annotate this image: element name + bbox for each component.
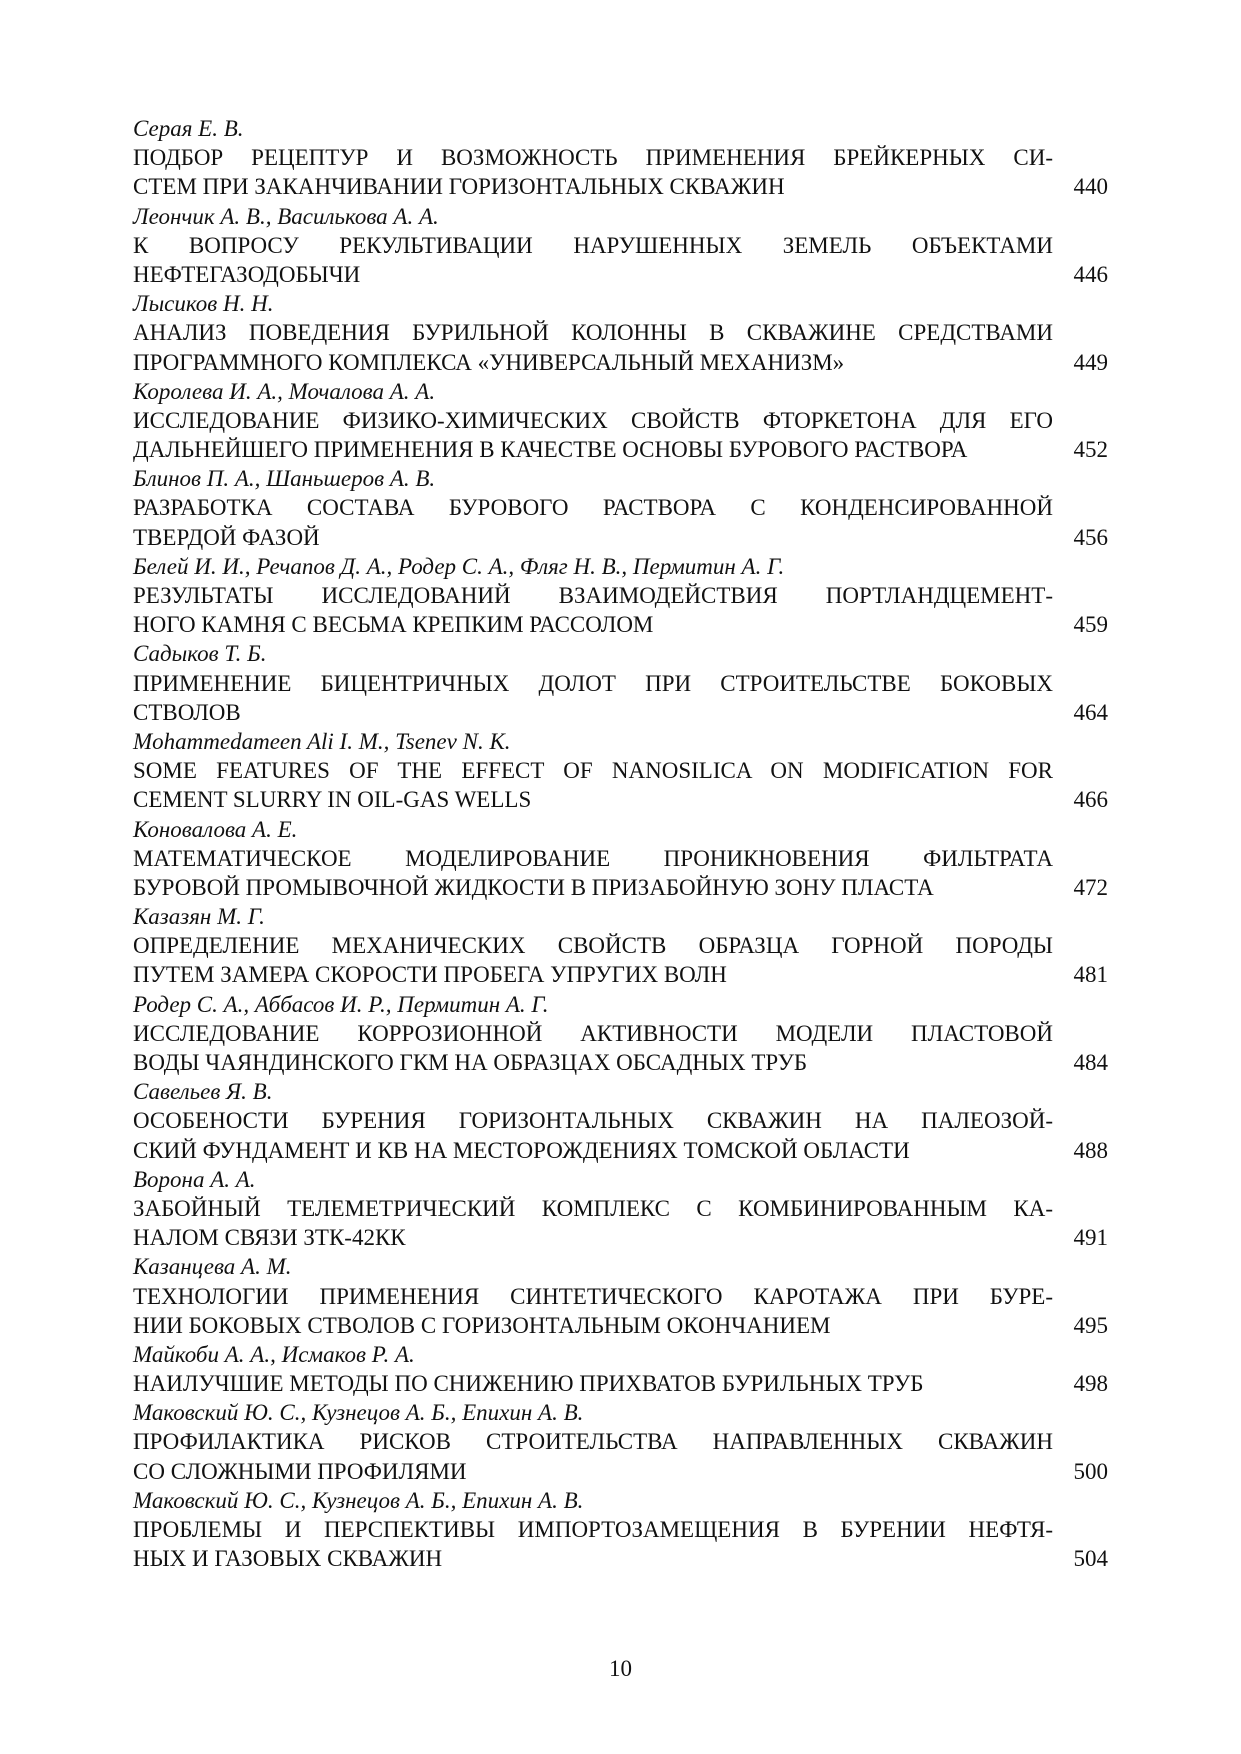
entry-title-text: ВОДЫ ЧАЯНДИНСКОГО ГКМ НА ОБРАЗЦАХ ОБСАДНЫХ ТРУБ [133,1050,808,1075]
entry-title-text: СТЕМ ПРИ ЗАКАНЧИВАНИИ ГОРИЗОНТАЛЬНЫХ СКВАЖИН [133,174,785,200]
entry-page-number: 440 [1073,174,1108,200]
entry-title-line [133,873,1108,902]
toc-entry [133,1165,1108,1253]
entry-page-number: 500 [1073,1458,1108,1484]
entry-title-text: ПУТЕМ ЗАМЕРА СКОРОСТИ ПРОБЕГА УПРУГИХ ВОЛН [133,962,727,988]
entry-title-line [133,1223,1108,1252]
toc-entry [133,1252,1108,1340]
entry-title-line [133,1515,1108,1544]
entry-title-line [133,698,1108,727]
entry-title-text: НЫХ И ГАЗОВЫХ СКВАЖИН [133,1546,443,1572]
toc-entry [133,639,1108,727]
entry-title-text: К ВОПРОСУ РЕКУЛЬТИВАЦИИ НАРУШЕННЫХ ЗЕМЕЛЬ ОБЪЕКТАМИ [133,232,1053,258]
entry-page-number: 464 [1073,699,1108,725]
entry-title-line [133,1136,1108,1165]
entry-title-line [133,1427,1108,1456]
toc-entry [133,289,1108,377]
entry-title-line [133,143,1108,172]
entry-title-line [133,523,1108,552]
entry-page-number: 456 [1073,524,1108,550]
entry-title-line [133,581,1108,610]
entry-page-number: 446 [1073,261,1108,287]
toc-entry [133,1340,1108,1398]
entry-page-number: 449 [1073,349,1108,375]
entry-title-text: ОСОБЕНОСТИ БУРЕНИЯ ГОРИЗОНТАЛЬНЫХ СКВАЖИН НА ПАЛЕОЗОЙ- [133,1108,1053,1134]
entry-title-line [133,1019,1108,1048]
entry-title-line [133,931,1108,960]
entry-page-number: 472 [1073,874,1108,900]
entry-title-line [133,1369,1108,1398]
toc-entry [133,1486,1108,1574]
page-number: 10 [609,1656,632,1681]
entry-page-number: 481 [1073,962,1108,988]
toc-entry [133,377,1108,465]
entry-page-number: 452 [1073,437,1108,463]
entry-title-line [133,1282,1108,1311]
toc-entry [133,202,1108,290]
toc-entry [133,727,1108,815]
entry-title-line [133,669,1108,698]
toc-entry [133,1398,1108,1486]
entry-title-line [133,610,1108,639]
entry-authors: Майкоби А. А., Исмаков Р. А. [133,1341,415,1367]
entry-page-number: 498 [1073,1371,1108,1397]
entry-authors: Mohammedameen Ali I. M., Tsenev N. K. [133,728,511,754]
entry-authors: Савельев Я. В. [133,1079,273,1105]
entry-title-line [133,172,1108,201]
entry-title-text: ЗАБОЙНЫЙ ТЕЛЕМЕТРИЧЕСКИЙ КОМПЛЕКС С КОМБИНИРОВАННЫМ КА- [133,1195,1053,1221]
toc-entry [133,114,1108,202]
entry-authors: Серая Е. В. [133,116,244,141]
entry-authors: Лысиков Н. Н. [133,291,274,317]
entry-title-line [133,785,1108,814]
entry-authors: Садыков Т. Б. [133,641,267,667]
toc-entry [133,902,1108,990]
entry-authors: Коновалова А. Е. [133,816,298,842]
entry-title-line [133,1457,1108,1486]
entry-page-number: 504 [1073,1546,1108,1572]
entry-title-text: РЕЗУЛЬТАТЫ ИССЛЕДОВАНИЙ ВЗАИМОДЕЙСТВИЯ ПОРТЛАНДЦЕМЕНТ- [133,583,1053,608]
entry-title-line [133,1048,1108,1077]
entry-title-text: ПОДБОР РЕЦЕПТУР И ВОЗМОЖНОСТЬ ПРИМЕНЕНИЯ БРЕЙКЕРНЫХ СИ- [133,145,1053,171]
entry-title-text: СКИЙ ФУНДАМЕНТ И КВ НА МЕСТОРОЖДЕНИЯХ ТОМСКОЙ ОБЛАСТИ [133,1137,910,1163]
entry-page-number: 459 [1073,612,1108,638]
entry-title-text: ПРОФИЛАКТИКА РИСКОВ СТРОИТЕЛЬСТВА НАПРАВЛЕННЫХ СКВАЖИН [133,1429,1053,1455]
entry-authors: Блинов П. А., Шаньшеров А. В. [133,466,436,492]
entry-authors: Казанцева А. М. [133,1254,292,1280]
entry-title-line [133,406,1108,435]
entry-authors: Маковский Ю. С., Кузнецов А. Б., Епихин А. В. [133,1400,584,1426]
entry-page-number: 466 [1073,787,1108,813]
toc-entry [133,1077,1108,1165]
table-of-contents [133,114,1108,1573]
toc-entry [133,464,1108,552]
entry-title-text: НАИЛУЧШИЕ МЕТОДЫ ПО СНИЖЕНИЮ ПРИХВАТОВ БУРИЛЬНЫХ ТРУБ [133,1371,924,1397]
entry-title-line [133,756,1108,785]
entry-title-text: ОПРЕДЕЛЕНИЕ МЕХАНИЧЕСКИХ СВОЙСТВ ОБРАЗЦА ГОРНОЙ ПОРОДЫ [133,933,1053,959]
entry-title-text: РАЗРАБОТКА СОСТАВА БУРОВОГО РАСТВОРА С КОНДЕНСИРОВАННОЙ [133,495,1053,521]
entry-authors: Маковский Ю. С., Кузнецов А. Б., Епихин А. В. [133,1487,584,1513]
entry-title-text: ТЕХНОЛОГИИ ПРИМЕНЕНИЯ СИНТЕТИЧЕСКОГО КАРОТАЖА ПРИ БУРЕ- [133,1283,1053,1309]
entry-title-line [133,231,1108,260]
entry-title-text: АНАЛИЗ ПОВЕДЕНИЯ БУРИЛЬНОЙ КОЛОННЫ В СКВАЖИНЕ СРЕДСТВАМИ [133,320,1053,346]
entry-title-text: НИИ БОКОВЫХ СТВОЛОВ С ГОРИЗОНТАЛЬНЫМ ОКОНЧАНИЕМ [133,1312,831,1338]
entry-title-line [133,260,1108,289]
entry-title-text: НОГО КАМНЯ С ВЕСЬМА КРЕПКИМ РАССОЛОМ [133,612,654,638]
toc-entry [133,990,1108,1078]
entry-authors: Казазян М. Г. [133,904,265,930]
entry-title-text: НЕФТЕГАЗОДОБЫЧИ [133,261,361,287]
entry-authors: Королева И. А., Мочалова А. А. [133,378,436,404]
entry-title-text: ДАЛЬНЕЙШЕГО ПРИМЕНЕНИЯ В КАЧЕСТВЕ ОСНОВЫ БУРОВОГО РАСТВОРА [133,437,968,463]
entry-title-text: CEMENT SLURRY IN OIL-GAS WELLS [133,787,532,813]
entry-page-number: 484 [1073,1050,1108,1075]
entry-title-text: ПРОБЛЕМЫ И ПЕРСПЕКТИВЫ ИМПОРТОЗАМЕЩЕНИЯ В БУРЕНИИ НЕФТЯ- [133,1517,1053,1542]
entry-title-line [133,435,1108,464]
entry-title-text: ИССЛЕДОВАНИЕ ФИЗИКО-ХИМИЧЕСКИХ СВОЙСТВ ФТОРКЕТОНА ДЛЯ ЕГО [133,407,1053,433]
entry-title-line [133,318,1108,347]
toc-entry [133,815,1108,903]
entry-authors: Леончик А. В., Василькова А. А. [133,203,439,229]
entry-title-text: БУРОВОЙ ПРОМЫВОЧНОЙ ЖИДКОСТИ В ПРИЗАБОЙНУЮ ЗОНУ ПЛАСТА [133,874,934,900]
entry-title-line [133,960,1108,989]
entry-title-line [133,1311,1108,1340]
entry-title-line [133,1544,1108,1573]
entry-title-text: ИССЛЕДОВАНИЕ КОРРОЗИОННОЙ АКТИВНОСТИ МОДЕЛИ ПЛАСТОВОЙ [133,1020,1053,1046]
toc-entry [133,552,1108,640]
entry-title-text: SOME FEATURES OF THE EFFECT OF NANOSILICA ON MODIFICATION FOR [133,758,1053,784]
entry-title-text: СТВОЛОВ [133,699,241,725]
entry-title-line [133,493,1108,522]
entry-title-text: ПРОГРАММНОГО КОМПЛЕКСА «УНИВЕРСАЛЬНЫЙ МЕХАНИЗМ» [133,349,845,375]
entry-page-number: 491 [1073,1225,1108,1251]
entry-title-line [133,1106,1108,1135]
entry-title-line [133,1194,1108,1223]
entry-authors: Родер С. А., Аббасов И. Р., Пермитин А. Г. [133,991,549,1017]
entry-title-text: ТВЕРДОЙ ФАЗОЙ [133,524,320,550]
entry-title-line [133,844,1108,873]
entry-page-number: 495 [1073,1312,1108,1338]
entry-title-line [133,348,1108,377]
entry-title-text: СО СЛОЖНЫМИ ПРОФИЛЯМИ [133,1458,467,1484]
entry-authors: Ворона А. А. [133,1166,256,1192]
entry-title-text: МАТЕМАТИЧЕСКОЕ МОДЕЛИРОВАНИЕ ПРОНИКНОВЕНИЯ ФИЛЬТРАТА [133,845,1053,871]
entry-title-text: НАЛОМ СВЯЗИ ЗТК-42КК [133,1225,406,1251]
entry-page-number: 488 [1073,1137,1108,1163]
entry-title-text: ПРИМЕНЕНИЕ БИЦЕНТРИЧНЫХ ДОЛОТ ПРИ СТРОИТЕЛЬСТВЕ БОКОВЫХ [133,670,1053,696]
entry-authors: Белей И. И., Речапов Д. А., Родер С. А., Фляг Н. В., Пермитин А. Г. [133,553,785,579]
